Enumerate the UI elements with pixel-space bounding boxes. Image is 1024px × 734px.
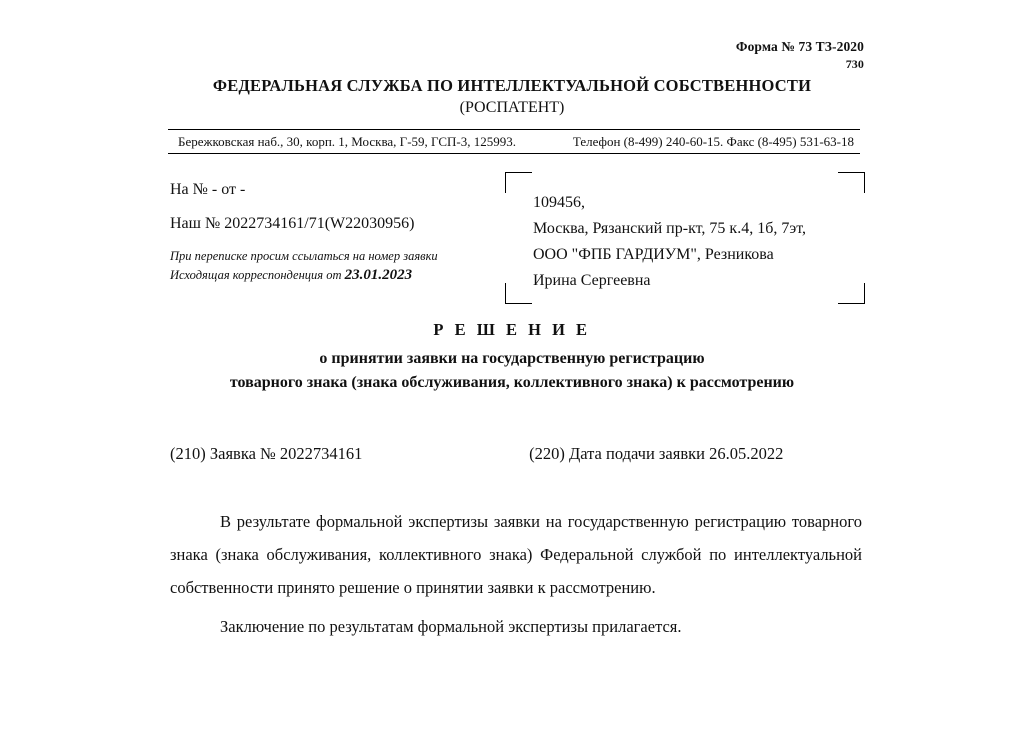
corner-bottom-left <box>505 283 532 304</box>
document-subtitle-line-1: о принятии заявки на государственную регистрацию <box>319 350 705 367</box>
reference-note <box>170 247 500 287</box>
reference-incoming: На № - от - <box>170 181 246 198</box>
corner-top-left <box>505 172 532 193</box>
addressee-text <box>533 190 855 294</box>
form-number: Форма № 73 ТЗ-2020 <box>735 39 864 54</box>
contact-address: Бережковская наб., 30, корп. 1, Москва, Г-59, ГСП-3, 125993. <box>178 134 517 149</box>
addressee-line-2: Москва, Рязанский пр-кт, 75 к.4, 1б, 7эт, <box>533 219 806 237</box>
document-body <box>170 505 862 649</box>
reference-note-line2 <box>170 265 500 287</box>
document-subtitle <box>0 347 1024 395</box>
application-filing-date: (220) Дата подачи заявки 26.05.2022 <box>529 444 784 463</box>
reference-note-line1: При переписке просим ссылаться на номер заявки <box>170 248 438 263</box>
contact-bottom-rule <box>168 153 860 154</box>
addressee-line-1: 109456, <box>533 194 585 211</box>
addressee-line-3: ООО "ФПБ ГАРДИУМ", Резникова <box>533 245 774 263</box>
form-number-block <box>736 38 864 72</box>
application-info-line <box>170 444 870 464</box>
addressee-box <box>505 172 865 304</box>
contact-block <box>168 129 860 154</box>
agency-name: ФЕДЕРАЛЬНАЯ СЛУЖБА ПО ИНТЕЛЛЕКТУАЛЬНОЙ СОБСТВЕННОСТИ <box>212 76 812 95</box>
reference-block <box>170 178 500 286</box>
reference-note-label: Исходящая корреспонденция от <box>170 267 342 282</box>
addressee-line-4: Ирина Сергеевна <box>533 271 651 289</box>
agency-short-name: (РОСПАТЕНТ) <box>459 99 565 116</box>
body-paragraph-1: В результате формальной экспертизы заявки на государственную регистрацию товарного знака (знака обслуживания, коллективного знака) Федеральной службой по интеллектуальной собственности принято решение о принятии заявки к рассмотрению. <box>170 512 862 597</box>
document-title-block <box>0 320 1024 395</box>
contact-phone-fax: Телефон (8-499) 240-60-15. Факс (8-495) 531-63-18 <box>572 134 854 149</box>
form-code: 730 <box>845 57 864 72</box>
reference-outgoing: Наш № 2022734161/71(W22030956) <box>170 214 415 232</box>
body-paragraph-2: Заключение по результатам формальной экспертизы прилагается. <box>220 617 682 636</box>
document-subtitle-line-2: товарного знака (знака обслуживания, коллективного знака) к рассмотрению <box>229 374 795 391</box>
reference-note-date: 23.01.2023 <box>344 266 413 283</box>
application-number: (210) Заявка № 2022734161 <box>170 444 363 463</box>
page-title: Р Е Ш Е Н И Е <box>433 320 591 339</box>
contact-line <box>168 130 860 153</box>
